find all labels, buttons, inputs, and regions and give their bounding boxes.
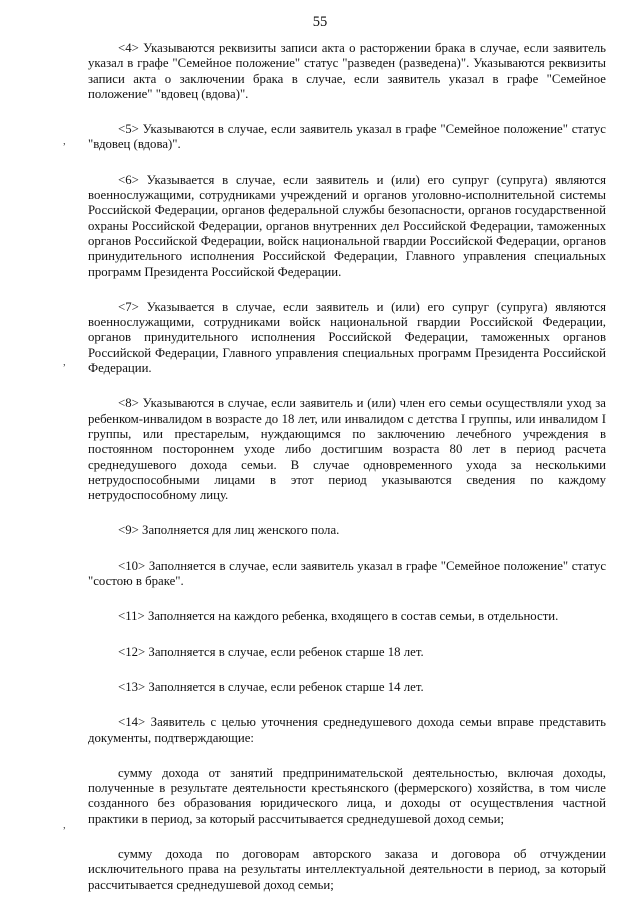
footnote-13: <13> Заполняется в случае, если ребенок старше 14 лет. (118, 679, 424, 694)
document-body (88, 41, 606, 913)
margin-mark: , (63, 356, 66, 368)
footnote-14-item-author-contracts: сумму дохода по договорам авторского заказа и договора об отчуждении исключительного права на результаты интеллектуальной деятельности в период, за который рассчитывается среднедушевой доход семьи; (88, 846, 606, 892)
footnote-12: <12> Заполняется в случае, если ребенок старше 18 лет. (118, 644, 424, 659)
footnote-7: <7> Указывается в случае, если заявитель и (или) его супруг (супруга) являются военнослужащими, сотрудниками войск национальной гвардии Российской Федерации, органов принудительного исполнения Российской Федерации, таможенных органов Российской Федерации, Главного управления специальных программ Президента Российской Федерации. (88, 299, 606, 376)
page-number: 55 (312, 14, 328, 30)
footnote-14-item-business-income: сумму дохода от занятий предпринимательской деятельностью, включая доходы, полученные в результате деятельности крестьянского (фермерского) хозяйства, в том числе созданного без образования юридического лица, и доходы от осуществления частной практики в период, за который рассчитывается среднедушевой доход семьи; (88, 765, 606, 826)
footnote-11: <11> Заполняется на каждого ребенка, входящего в состав семьи, в отдельности. (118, 609, 559, 624)
footnote-10: <10> Заполняется в случае, если заявитель указал в графе "Семейное положение" статус "состою в браке". (88, 558, 606, 589)
footnote-4: <4> Указываются реквизиты записи акта о расторжении брака в случае, если заявитель указал в графе "Семейное положение" статус "разведен (разведена)". Указываются реквизиты записи акта о заключении брака в случае, если заявитель указал в графе "Семейное положение" "вдовец (вдова)". (88, 41, 606, 101)
footnote-5: <5> Указываются в случае, если заявитель указал в графе "Семейное положение" статус "вдовец (вдова)". (88, 122, 606, 152)
footnote-6: <6> Указывается в случае, если заявитель и (или) его супруг (супруга) являются военнослужащими, сотрудниками учреждений и органов уголовно-исполнительной системы Российской Федерации, органов федеральной службы безопасности, органов государственной охраны Российской Федерации, органов внутренних дел Российской Федерации, таможенных органов Российской Федерации, войск национальной гвардии Российской Федерации, органов принудительного исполнения Российской Федерации, Главного управления специальных программ Президента Российской Федерации. (88, 172, 606, 279)
margin-mark: , (63, 135, 66, 147)
footnote-8: <8> Указываются в случае, если заявитель и (или) член его семьи осуществляли уход за ребенком-инвалидом в возрасте до 18 лет, или инвалидом с детства I группы, или инвалидом I группы, или престарелым, нуждающимся по заключению лечебного учреждения в постоянном постороннем уходе либо достигшим возраста 80 лет в период расчета среднедушевого дохода семьи. В случае одновременного ухода за несколькими нетрудоспособными лицами в этот период указываются сведения по каждому нетрудоспособному лицу. (88, 396, 606, 503)
footnote-14: <14> Заявитель с целью уточнения среднедушевого дохода семьи вправе представить документы, подтверждающие: (88, 715, 606, 745)
footnote-9: <9> Заполняется для лиц женского пола. (118, 523, 340, 538)
margin-mark: , (63, 819, 66, 831)
